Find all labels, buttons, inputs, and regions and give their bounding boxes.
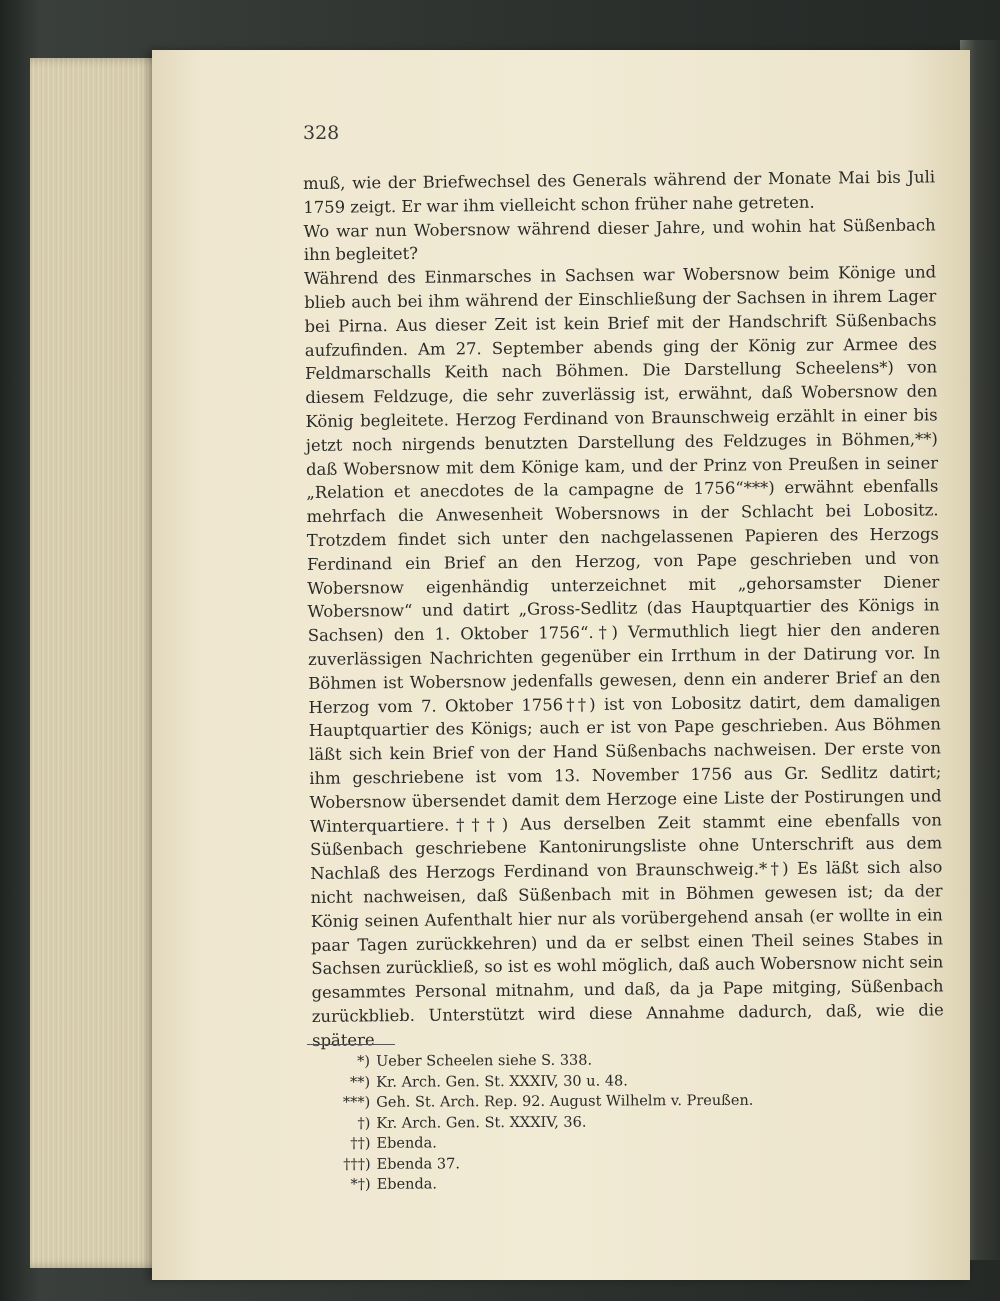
- paragraph-2: Wo war nun Wobersnow während dieser Jahre, und wohin hat Süßenbach ihn begleitet?: [303, 214, 936, 265]
- footnotes: [330, 1049, 931, 1196]
- footnote-text: Ebenda 37.: [376, 1155, 461, 1173]
- paragraph-1: muß, wie der Briefwechsel des Generals während der Monate Mai bis Juli 1759 zeigt. Er war ihm vielleicht schon früher nahe getreten.: [303, 167, 936, 217]
- footnote-mark: †††): [343, 1156, 371, 1173]
- footnote-text: Ebenda.: [376, 1135, 437, 1152]
- footnote-text: Ebenda.: [376, 1176, 438, 1193]
- page-block-edge: [30, 58, 170, 1268]
- page-number: 328: [303, 122, 340, 144]
- footnote-mark: ††): [350, 1135, 371, 1152]
- footnote-text: Kr. Arch. Gen. St. XXXIV, 36.: [376, 1114, 587, 1132]
- footnote-mark: *): [357, 1053, 371, 1070]
- footnote-rule: [307, 1044, 395, 1045]
- paragraph-3: Während des Einmarsches in Sachsen war Wobersnow beim Könige und blieb auch bei ihm während der Einschließung der Sachsen in ihrem Lager bei Pirna. Aus dieser Zeit ist kein Brief mit der Handschrift Süßenbachs aufzufinden. Am 27. September abends ging der König zur Armee des Feldmarschalls Keith nach Böhmen. Die Darstellung Scheelens*) von diesem Feldzuge, die sehr zuverlässig ist, erwähnt, daß Wobersnow den König begleitete. Herzog Ferdinand von Braunschweig erzählt in einer bis jetzt noch nirgends benutzten Darstellung des Feldzuges in Böhmen,**) daß Wobersnow mit dem Könige kam, und der Prinz von Preußen in seiner „Relation et anecdotes de la campagne de 1756“***) erwähnt ebenfalls mehrfach die Anwesenheit Wobersnows in der Schlacht bei Lobositz. Trotzdem findet sich unter den nachgelassenen Papieren des Herzogs Ferdinand ein Brief an den Herzog, von Pape geschrieben und von Wobersnow eigenhändig unterzeichnet mit „gehorsamster Diener Wobersnow“ und datirt „Gross-Sedlitz (das Hauptquartier des Königs in Sachsen) den 1. Oktober 1756“.†) Vermuthlich liegt hier den anderen zuverlässigen Nachrichten gegenüber ein Irrthum in der Datirung vor. In Böhmen ist Wobersnow jedenfalls gewesen, denn ein anderer Brief an den Herzog vom 7. Oktober 1756††) ist von Lobositz datirt, dem damaligen Hauptquartier des Königs; auch er ist von Pape geschrieben. Aus Böhmen läßt sich kein Brief von der Hand Süßenbachs nachweisen. Der erste von ihm geschriebene ist vom 13. November 1756 aus Gr. Sedlitz datirt; Wobersnow übersendet damit dem Herzoge eine Liste der Postirungen und Winterquartiere.†††) Aus derselben Zeit stammt eine ebenfalls von Süßenbach geschriebene Kantonirungsliste ohne Unterschrift aus dem Nachlaß des Herzogs Ferdinand von Braunschweig.*†) Es läßt sich also nicht nachweisen, daß Süßenbach mit in Böhmen gewesen ist; da der König seinen Aufenthalt hier nur als vorübergehend ansah (er wollte in ein paar Tagen zurückkehren) und da er selbst einen Theil seines Stabes in Sachsen zurückließ, so ist es wohl möglich, daß auch Wobersnow nicht sein gesammtes Personal mitnahm, und daß, da ja Pape mitging, Süßenbach zurückblieb. Unterstützt wird diese Annahme dadurch, daß, wie die spätere: [304, 262, 944, 1050]
- footnote-mark: †): [357, 1115, 371, 1132]
- footnote: [331, 1172, 931, 1196]
- footnote-mark: **): [349, 1074, 371, 1091]
- footnote-text: Geh. St. Arch. Rep. 92. August Wilhelm v. Preußen.: [376, 1092, 754, 1111]
- footnote-text: Ueber Scheelen siehe S. 338.: [376, 1052, 593, 1070]
- footnote-mark: ***): [342, 1094, 371, 1111]
- footnote-text: Kr. Arch. Gen. St. XXXIV, 30 u. 48.: [376, 1072, 628, 1091]
- body-text: [303, 165, 944, 1052]
- footnote-mark: *†): [350, 1176, 371, 1193]
